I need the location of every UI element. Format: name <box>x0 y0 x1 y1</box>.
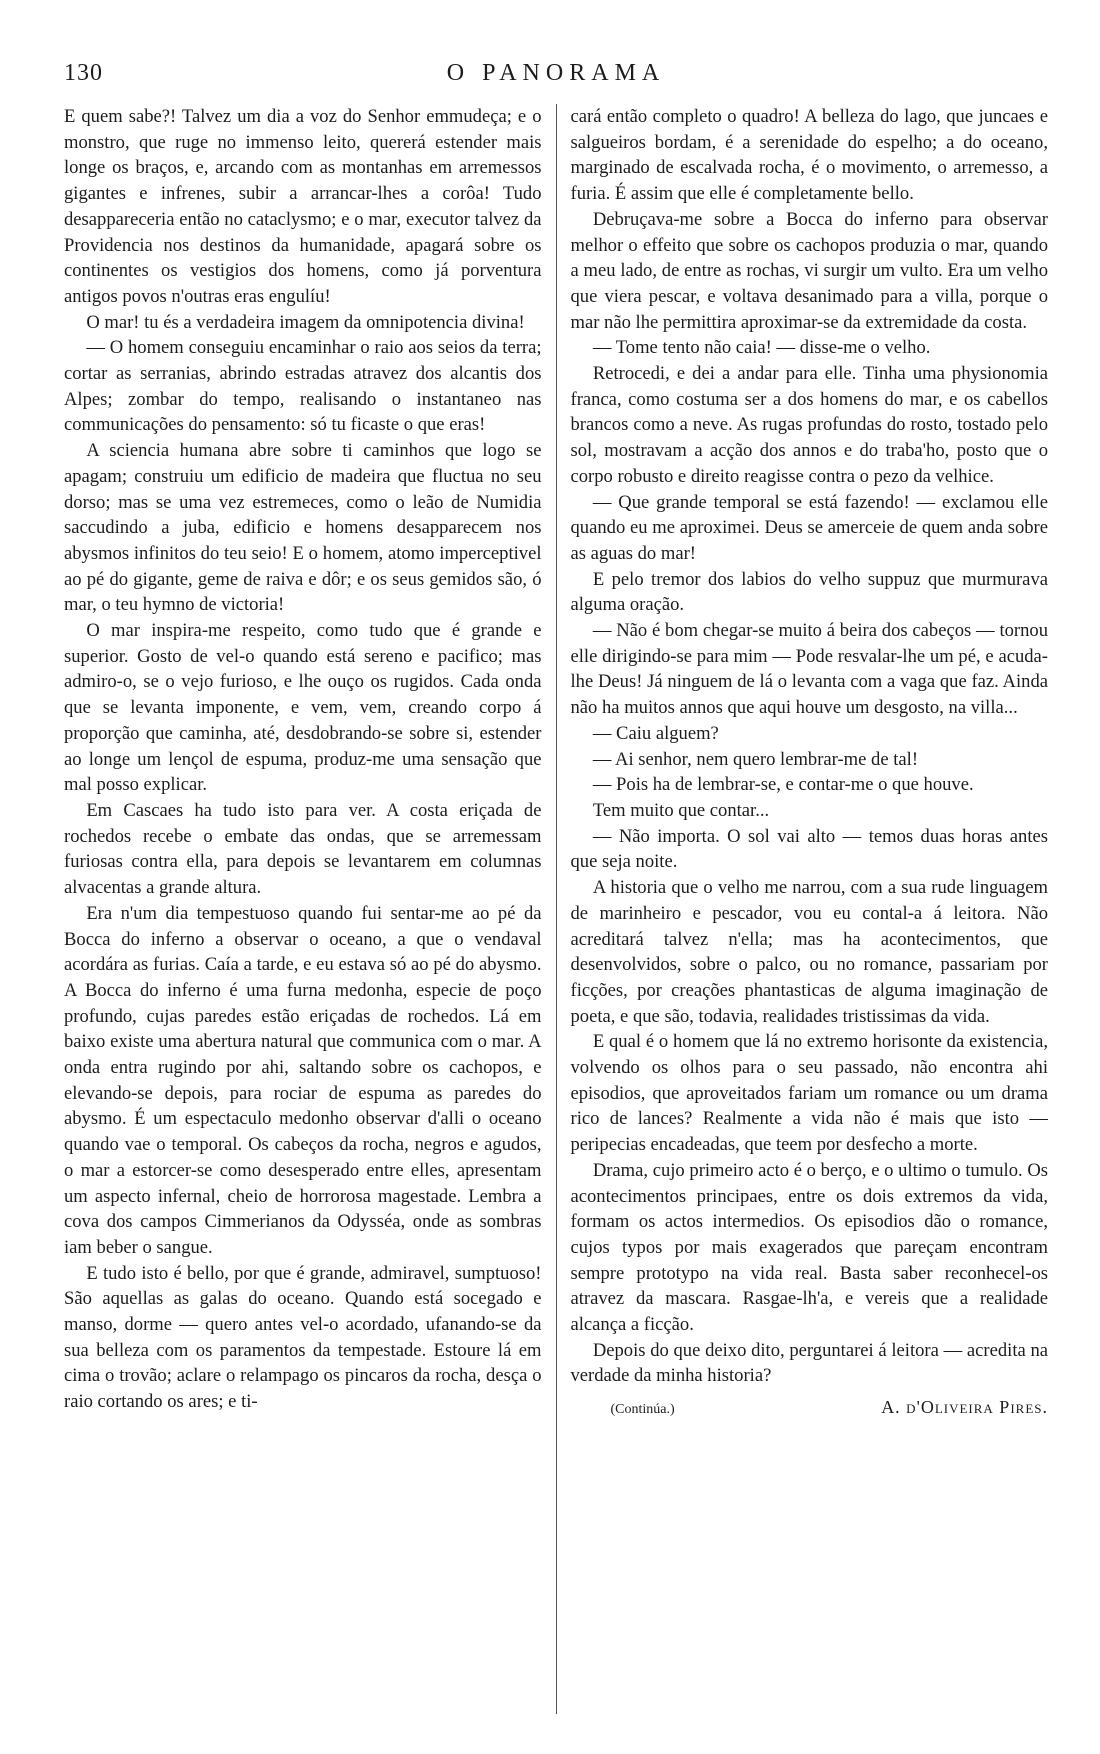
paragraph: E tudo isto é bello, por que é grande, admiravel, sumptuoso! São aquellas as galas do oceano. Quando está socegado e manso, dorme — quero antes vel-o acordado, ufanando-se da sua belleza com os paramentos da tempestade. Estoure lá em cima o trovão; aclare o relampago os pincaros da rocha, desça o raio cortando os ares; e ti- <box>64 1262 542 1413</box>
paragraph: Tem muito que contar... <box>592 799 770 821</box>
article-columns <box>64 104 1048 1714</box>
paragraph: Debruçava-me sobre a Bocca do inferno para observar melhor o effeito que sobre os cachopos produzia o mar, quando a meu lado, de entre as rochas, vi surgir um vulto. Era um velho que viera pescar, e voltava desanimado para a villa, porque o mar não lhe permittira aproximar-se da extremidade da costa. <box>570 208 1048 333</box>
paragraph: — Que grande temporal se está fazendo! — exclamou elle quando eu me aproximei. Deus se amerceie de quem anda sobre as aguas do mar! <box>570 491 1048 564</box>
paragraph: Era n'um dia tempestuoso quando fui sentar-me ao pé da Bocca do inferno a observar o oceano, a que o vendaval acordára as furias. Caía a tarde, e eu estava só ao pé do abysmo. A Bocca do inferno é uma furna medonha, especie de poço profundo, cujas paredes estão eriçadas de rochedos. Lá em baixo existe uma abertura natural que communica com o mar. A onda entra rugindo por ahi, saltando sobre os cachopos, e elevando-se depois, para rociar de espuma as paredes do abysmo. É um espectaculo medonho observar d'alli o oceano quando vae o temporal. Os cabeços da rocha, negros e agudos, o mar a estorcer-se como desesperado entre elles, apresentam um aspecto infernal, cheio de horrorosa magestade. Lembra a cova dos campos Cimmerianos da Odysséa, onde as sombras iam beber o sangue. <box>64 902 542 1258</box>
page-header <box>64 60 1048 100</box>
right-column <box>557 104 1049 1714</box>
article-footer <box>571 1395 1049 1423</box>
paragraph: E qual é o homem que lá no extremo horisonte da existencia, volvendo os olhos para o seu passado, não encontra ahi episodios, que aproveitados fariam um romance ou um drama rico de lances? Realmente a vida não é mais que isto — peripecias encadeadas, que teem por desfecho a morte. <box>570 1031 1048 1156</box>
running-title: O PANORAMA <box>446 60 666 86</box>
paragraph: E quem sabe?! Talvez um dia a voz do Senhor emmudeça; e o monstro, que ruge no immenso leito, quererá estender mais longe os braços, e, arcando com as montanhas em arremessos gigantes e infrenes, subir a arrancar-lhes a corôa! Tudo desappareceria então no cataclysmo; e o mar, executor talvez da Providencia nos destinos da humanidade, apagará sobre os continentes os vestigios dos homens, como já porventura antigos povos n'outras eras engulíu! <box>64 106 542 307</box>
paragraph: Em Cascaes ha tudo isto para ver. A costa eriçada de rochedos recebe o embate das ondas, que se arremessam furiosas contra ella, para depois se levantarem em columnas alvacentas a grande altura. <box>64 799 542 899</box>
paragraph: Drama, cujo primeiro acto é o berço, e o ultimo o tumulo. Os acontecimentos principaes, entre os dois extremos da vida, formam os actos intermedios. Os episodios dão o romance, cujos typos por mais exagerados que pareçam encontram sempre prototypo na vida real. Basta saber reconhecel-os atravez da mascara. Rasgae-lh'a, e vereis que a realidade alcança a ficção. <box>570 1159 1048 1336</box>
author-signature: A. d'Oliveira Pires. <box>881 1397 1048 1418</box>
paragraph: — Ai senhor, nem quero lembrar-me de tal! <box>592 748 919 770</box>
paragraph: — O homem conseguiu encaminhar o raio aos seios da terra; cortar as serranias, abrindo estradas atravez dos alcantis dos Alpes; zombar do tempo, realisando o instantaneo nas communicações do pensamento: só tu ficaste o que eras! <box>64 337 542 436</box>
paragraph: O mar! tu és a verdadeira imagem da omnipotencia divina! <box>86 311 525 333</box>
paragraph: — Não é bom chegar-se muito á beira dos cabeços — tornou elle dirigindo-se para mim — Pode resvalar-lhe um pé, e acuda-lhe Deus! Já ninguem de lá o levanta com a vaga que faz. Ainda não ha muitos annos que aqui houve um desgosto, na villa... <box>570 620 1048 719</box>
paragraph: — Não importa. O sol vai alto — temos duas horas antes que seja noite. <box>570 825 1048 873</box>
paragraph: Retrocedi, e dei a andar para elle. Tinha uma physionomia franca, como costuma ser a dos homens do mar, e os cabellos brancos como a neve. As rugas profundas do rosto, tostado pelo sol, mostravam a acção dos annos e do traba'ho, posto que o corpo robusto e direito reagisse contra o pezo da velhice. <box>570 363 1048 487</box>
page-number: 130 <box>64 60 103 86</box>
paragraph: Depois do que deixo dito, perguntarei á leitora — acredita na verdade da minha historia? <box>570 1339 1048 1387</box>
paragraph: — Pois ha de lembrar-se, e contar-me o que houve. <box>592 774 974 796</box>
paragraph: — Caiu alguem? <box>592 722 719 744</box>
paragraph: O mar inspira-me respeito, como tudo que é grande e superior. Gosto de vel-o quando está sereno e pacifico; mas admiro-o, se o vejo furioso, e lhe ouço os rugidos. Cada onda que se levanta imponente, e vem, vem, creando corpo á proporção que caminha, até, desdobrando-se sobre si, estender ao longe um lençol de espuma, produz-me uma sensação que mal posso explicar. <box>64 620 542 796</box>
paragraph: cará então completo o quadro! A belleza do lago, que juncaes e salgueiros bordam, é a serenidade do espelho; a do oceano, marginado de escalvada rocha, é o movimento, o arremesso, a furia. É assim que elle é completamente bello. <box>570 106 1048 205</box>
paragraph: E pelo tremor dos labios do velho suppuz que murmurava alguma oração. <box>570 568 1048 616</box>
paragraph: — Tome tento não caia! — disse-me o velho. <box>592 337 931 359</box>
paragraph: A sciencia humana abre sobre ti caminhos que logo se apagam; construiu um edificio de madeira que fluctua no seu dorso; mas se uma vez estremeces, como o leão de Numidia saccudindo a juba, edificio e homens desapparecem nos abysmos infinitos do teu seio! E o homem, atomo imperceptivel ao pé do gigante, geme de raiva e dôr; e os seus gemidos são, ó mar, o teu hymno de victoria! <box>64 440 542 616</box>
paragraph: A historia que o velho me narrou, com a sua rude linguagem de marinheiro e pescador, vou eu contal-a á leitora. Não acreditará talvez n'ella; mas ha acontecimentos, que desenvolvidos, sobre o palco, ou no romance, passariam por ficções, por creações phantasticas de alguma imaginação de poeta, e que são, todavia, realidades tristissimas da vida. <box>570 877 1048 1027</box>
continuation-note: (Continúa.) <box>610 1402 675 1418</box>
left-column <box>64 104 556 1714</box>
